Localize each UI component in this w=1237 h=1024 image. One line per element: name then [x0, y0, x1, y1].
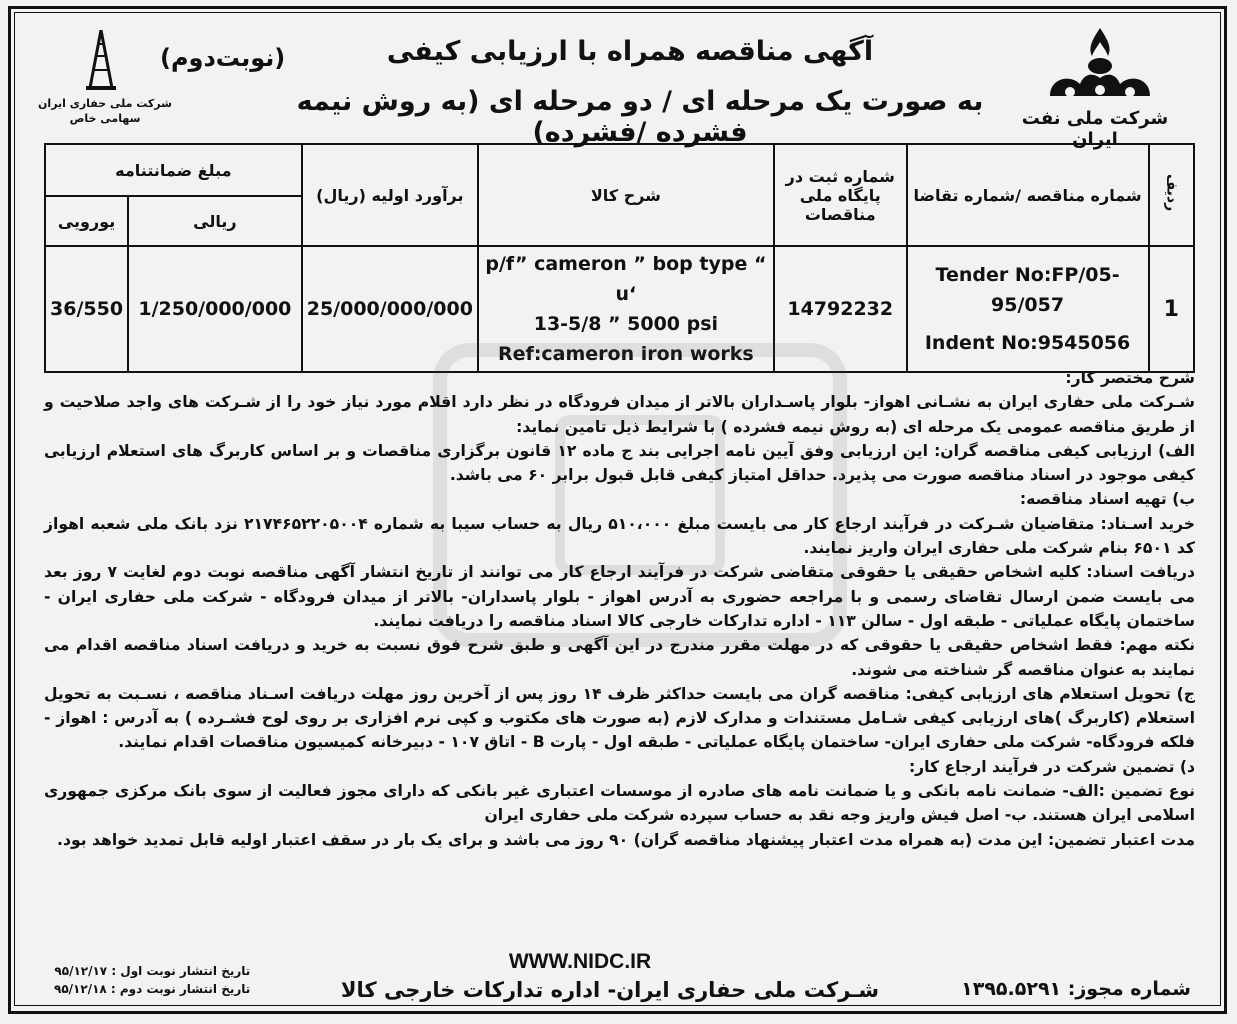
- ad-subtitle: به صورت یک مرحله ای / دو مرحله ای (به روش نیمه فشرده /فشرده): [296, 86, 984, 148]
- important-note: [44, 633, 1195, 682]
- nioc-logo-icon: [1040, 26, 1160, 106]
- ad-title: آگهی مناقصه همراه با ارزیابی کیفی: [386, 36, 874, 67]
- header-registration: شماره ثبت در پایگاه ملی مناقصات: [774, 144, 907, 246]
- row-number: 1: [1149, 246, 1195, 372]
- header-row-number: ردیف: [1149, 144, 1195, 246]
- important-note-label: نکته مهم:: [1119, 636, 1196, 655]
- header-estimate: برآورد اولیه (ریال): [302, 144, 478, 246]
- table-row: [45, 246, 1194, 372]
- nidc-name-line2: سهامی خاص: [69, 112, 141, 125]
- documents-heading: ب) تهیه اسناد مناقصه:: [1019, 490, 1195, 509]
- date-second-publication: تاریخ انتشار نوبت دوم : ۹۵/۱۲/۱۸: [54, 982, 251, 996]
- guarantee-euro-value: 36/550: [45, 246, 128, 372]
- nidc-rig-logo-icon: [84, 30, 118, 90]
- header-tender-number: شماره مناقصه /شماره تقاضا: [907, 144, 1149, 246]
- work-summary-text: شـرکت ملی حفاری ایران به نشـانی اهواز- بلوار پاسـداران بالاتر از میدان فرودگاه در نظر دارد اقلام مورد نیاز خود را از شـرکت های واجد صلاحیت و از طریق مناقصه عمومی یک مرحله ای (به روش نیمه فشرده ) با شرایط ذیل تامین نماید:: [44, 393, 1195, 436]
- guarantee-rial-value: 1/250/000/000: [128, 246, 302, 372]
- work-summary-heading: شرح مختصر کار:: [1065, 369, 1195, 387]
- header-guarantee: مبلغ ضمانتنامه: [45, 144, 302, 196]
- nidc-company-name: [30, 96, 180, 126]
- nidc-name-line1: شرکت ملی حفاری ایران: [38, 97, 172, 110]
- description-line3: Ref:cameron iron works: [498, 343, 754, 365]
- receive-documents-text: دریافت اسناد: کلیه اشخاص حقیقی یا حقوقی متقاضی شرکت در فرآیند ارجاع کار می توانند از تاریخ انتشار آگهی مناقصه نوبت دوم لغایت ۷ روز بعد می بایست ضمن ارسال تقاضای رسمی و با مراجعه حضوری به آدرس اهواز - بلوار پاسداران- بالاتر از میدان فرودگاه - شرکت ملی حفاری ایران - ساختمان پایگاه عملیاتی - طبقه اول - سالن ۱۱۳ - اداره تدارکات خارجی کالا اسناد مناقصه را دریافت نمایند.: [44, 563, 1196, 630]
- permit-number: شماره مجوز: ۱۳۹۵.۵۲۹۱: [961, 978, 1191, 1000]
- quality-inquiry-delivery-text: ج) تحویل استعلام های ارزیابی کیفی: مناقصه گران می بایست حداکثر ظرف ۱۴ روز پس از آخرین روز مهلت دریافت اسـناد مناقصه ، نسـبت به تحویل استعلام (کاربرگ )های ارزیابی کیفی شـامل مستندات و مدارک لازم (به صورت های مکتوب و کپی نرم افزاری بر روی لوح فشـرده ) به آدرس : اهواز - فلکه فرودگاه- شرکت ملی حفاری ایران- ساختمان پایگاه عملیاتی - طبقه اول - پارت B - اتاق ۱۰۷ - دبیرخانه کمیسیون مناقصات اقدام نمایند.: [44, 684, 1195, 752]
- header-description: شرح کالا: [478, 144, 774, 246]
- footer-company: شـرکت ملی حفاری ایران- اداره تدارکات خارجی کالا: [340, 978, 880, 1002]
- guarantee-heading: د) تضمین شرکت در فرآیند ارجاع کار:: [908, 757, 1195, 776]
- purchase-documents-text: خرید اسـناد: متقاضیان شـرکت در فرآیند ارجاع کار می بایست مبلغ ۵۱۰،۰۰۰ ریال به حساب سیبا به شماره ۲۱۷۴۶۵۲۲۰۵۰۰۴ نزد بانک ملی شعبه اهواز کد ۶۵۰۱ بنام شرکت ملی حفاری ایران واریز نمایند.: [44, 514, 1195, 558]
- tender-number: Tender No:FP/05-95/057: [935, 264, 1120, 316]
- website-link[interactable]: WWW.NIDC.IR: [508, 950, 652, 973]
- estimate-value: 25/000/000/000: [302, 246, 478, 372]
- tender-table: [44, 143, 1195, 373]
- tender-number-cell: [907, 246, 1149, 372]
- description-line2: 13-5/8 ” 5000 psi: [533, 313, 719, 335]
- guarantee-validity-text: مدت اعتبار تضمین: این مدت (به همراه مدت اعتبار پیشنهاد مناقصه گران) ۹۰ روز می باشد و برای یک بار در سقف اعتبار اولیه قابل تمدید خواهد بود.: [57, 830, 1195, 849]
- header-guarantee-rial: ریالی: [128, 196, 302, 246]
- description-line1: p/f” cameron ” bop type “ u‘: [485, 253, 767, 305]
- important-note-text: فقط اشخاص حقیقی یا حقوقی که در مهلت مقرر مندرج در این آگهی و طبق شرح فوق نسبت به خرید و دریافت اسناد مناقصه اقدام می نمایند به عنوان مناقصه گر شناخته می شوند.: [44, 636, 1195, 679]
- nioc-company-name: شرکت ملی نفت ایران: [1021, 108, 1169, 150]
- indent-number: Indent No:9545056: [924, 332, 1131, 354]
- header-guarantee-euro: یورویی: [45, 196, 128, 246]
- registration-number: 14792232: [774, 246, 907, 372]
- date-first-publication: تاریخ انتشار نوبت اول : ۹۵/۱۲/۱۷: [54, 964, 251, 978]
- guarantee-type-text: نوع تضمین :الف- ضمانت نامه بانکی و یا ضمانت نامه های صادره از موسسات اعتباری غیر بانکی که دارای مجوز فعالیت از سوی بانک مرکزی جمهوری اسلامی ایران هستند. ب- اصل فیش واریز وجه نقد به حساب سپرده شرکت ملی حفاری ایران: [44, 782, 1195, 825]
- publication-dates: [54, 962, 250, 998]
- quality-evaluation-text: الف) ارزیابی کیفی مناقصه گران: این ارزیابی وفق آیین نامه اجرایی بند ج ماده ۱۲ قانون برگزاری مناقصات و بر اساس کاربرگ های استعلام ارزیابی کیفی موجود در اسناد مناقصه صورت می پذیرد. حداقل امتیاز کیفی قابل قبول برابر ۶۰ می باشد.: [44, 441, 1195, 485]
- description-cell: [478, 246, 774, 372]
- ad-body: [44, 366, 1195, 852]
- round-label: (نوبت‌دوم): [160, 44, 286, 72]
